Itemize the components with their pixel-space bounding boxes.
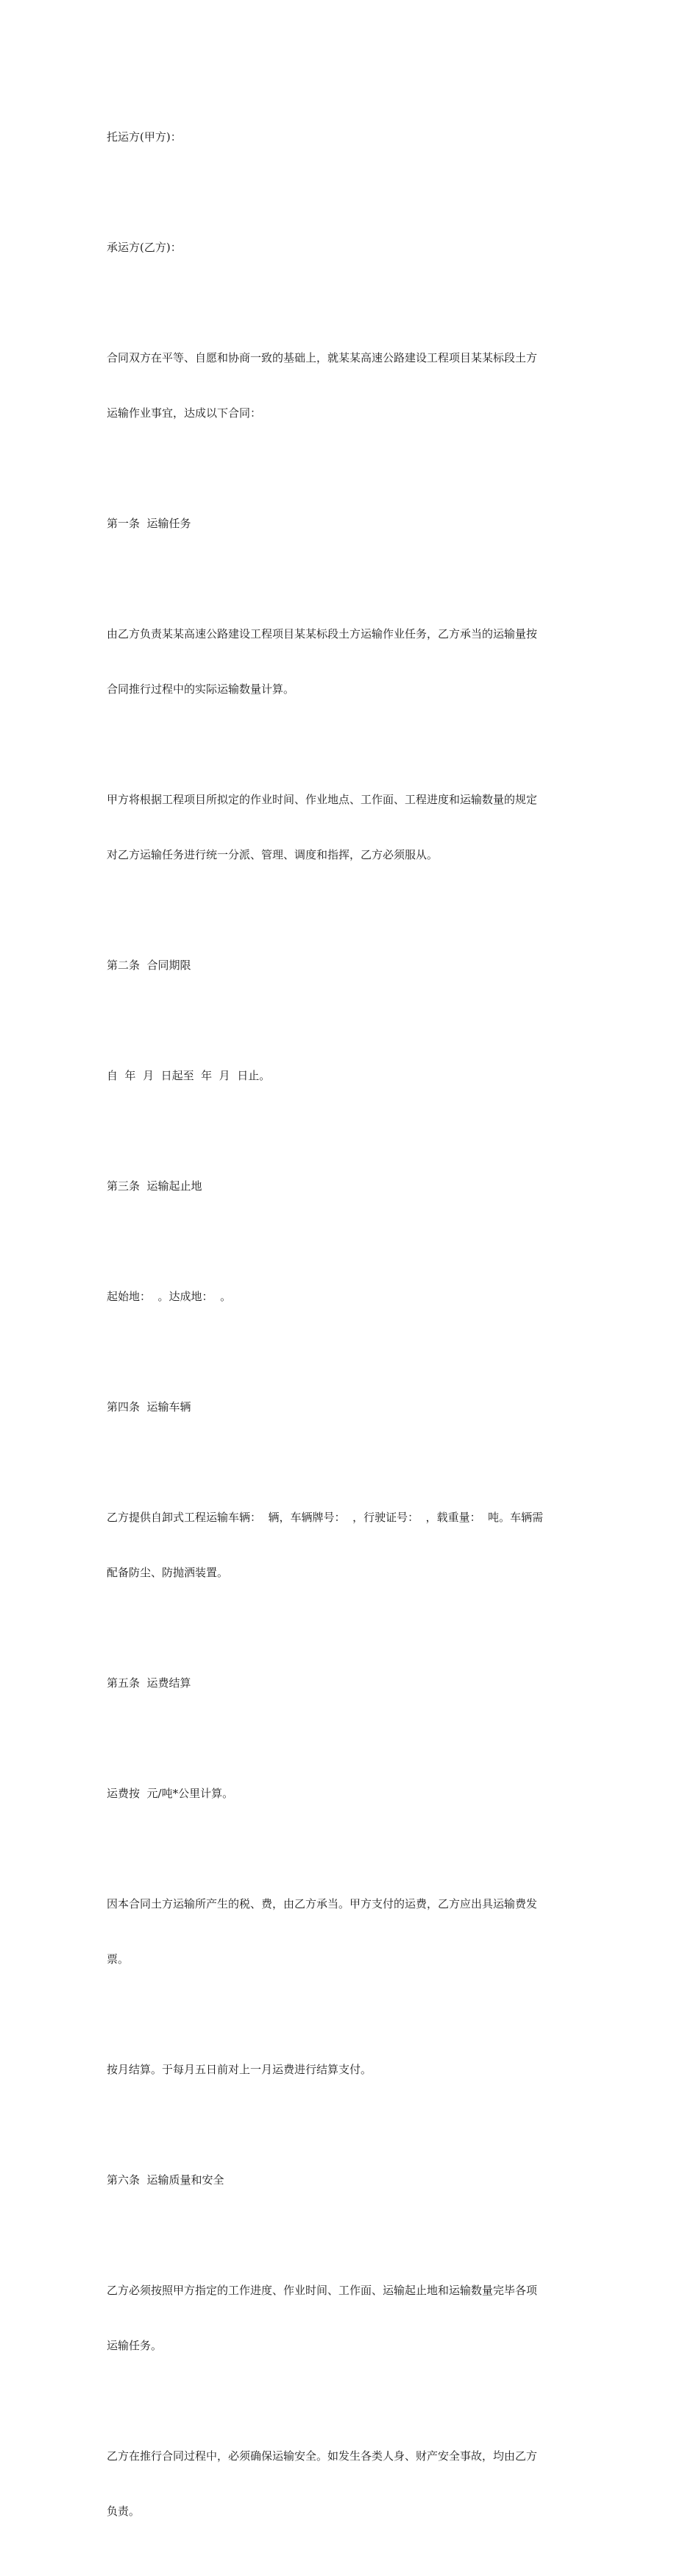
article-1-paragraph-1 — [107, 588, 596, 735]
text-line: 第二条 合同期限 — [107, 959, 191, 972]
carrier-line — [107, 202, 596, 294]
article-5-paragraph-2 — [107, 1858, 596, 2005]
text-line: 负责。 — [107, 2505, 141, 2518]
text-line: 按月结算。于每月五日前对上一月运费进行结算支付。 — [107, 2063, 372, 2076]
text-line: 运输作业事宜，达成以下合同： — [107, 406, 262, 420]
text-line: 合同双方在平等、自愿和协商一致的基础上，就某某高速公路建设工程项目某某标段土方 — [107, 351, 538, 364]
text-line: 合同推行过程中的实际运输数量计算。 — [107, 682, 295, 696]
text-line: 乙方必须按照甲方指定的工作进度、作业时间、工作面、运输起止地和运输数量完毕各项 — [107, 2284, 538, 2297]
article-4-heading — [107, 1361, 596, 1453]
text-line: 第四条 运输车辆 — [107, 1400, 191, 1414]
text-line: 对乙方运输任务进行统一分派、管理、调度和指挥，乙方必须服从。 — [107, 848, 439, 861]
article-5-paragraph-1 — [107, 1748, 596, 1840]
text-line: 自 年 月 日起至 年 月 日止。 — [107, 1069, 271, 1082]
article-3-heading — [107, 1140, 596, 1232]
article-5-heading — [107, 1637, 596, 1729]
text-line: 第一条 运输任务 — [107, 517, 191, 530]
text-line: 运费按 元/吨*公里计算。 — [107, 1787, 234, 1800]
preamble-paragraph — [107, 312, 596, 459]
text-line: 托运方(甲方)： — [107, 130, 182, 144]
document-body — [107, 91, 596, 2576]
text-line: 乙方在推行合同过程中，必须确保运输安全。如发生各类人身、财产安全事故，均由乙方 — [107, 2449, 538, 2463]
article-4-paragraph — [107, 1472, 596, 1619]
text-line: 第六条 运输质量和安全 — [107, 2173, 224, 2187]
article-6-heading — [107, 2134, 596, 2226]
article-2-paragraph — [107, 1030, 596, 1122]
text-line: 票。 — [107, 1952, 129, 1966]
text-line: 因本合同土方运输所产生的税、费，由乙方承当。甲方支付的运费，乙方应出具运输费发 — [107, 1897, 538, 1910]
consignor-line — [107, 91, 596, 183]
text-line: 由乙方负责某某高速公路建设工程项目某某标段土方运输作业任务，乙方承当的运输量按 — [107, 627, 538, 641]
article-1-paragraph-2 — [107, 754, 596, 901]
article-6-paragraph-2 — [107, 2410, 596, 2558]
article-2-heading — [107, 920, 596, 1012]
text-line: 甲方将根据工程项目所拟定的作业时间、作业地点、工作面、工程进度和运输数量的规定 — [107, 793, 538, 806]
text-line: 第五条 运费结算 — [107, 1676, 191, 1690]
text-line: 配备防尘、防抛洒装置。 — [107, 1566, 229, 1579]
article-5-paragraph-3 — [107, 2024, 596, 2116]
article-6-paragraph-1 — [107, 2245, 596, 2392]
article-1-heading — [107, 478, 596, 570]
text-line: 乙方提供自卸式工程运输车辆： 辆，车辆牌号： ，行驶证号： ，载重量： 吨。车辆需 — [107, 1511, 544, 1524]
text-line: 起始地： 。达成地： 。 — [107, 1290, 232, 1303]
text-line: 承运方(乙方)： — [107, 241, 182, 254]
text-line: 第三条 运输起止地 — [107, 1179, 202, 1193]
article-3-paragraph — [107, 1251, 596, 1343]
text-line: 运输任务。 — [107, 2339, 163, 2352]
